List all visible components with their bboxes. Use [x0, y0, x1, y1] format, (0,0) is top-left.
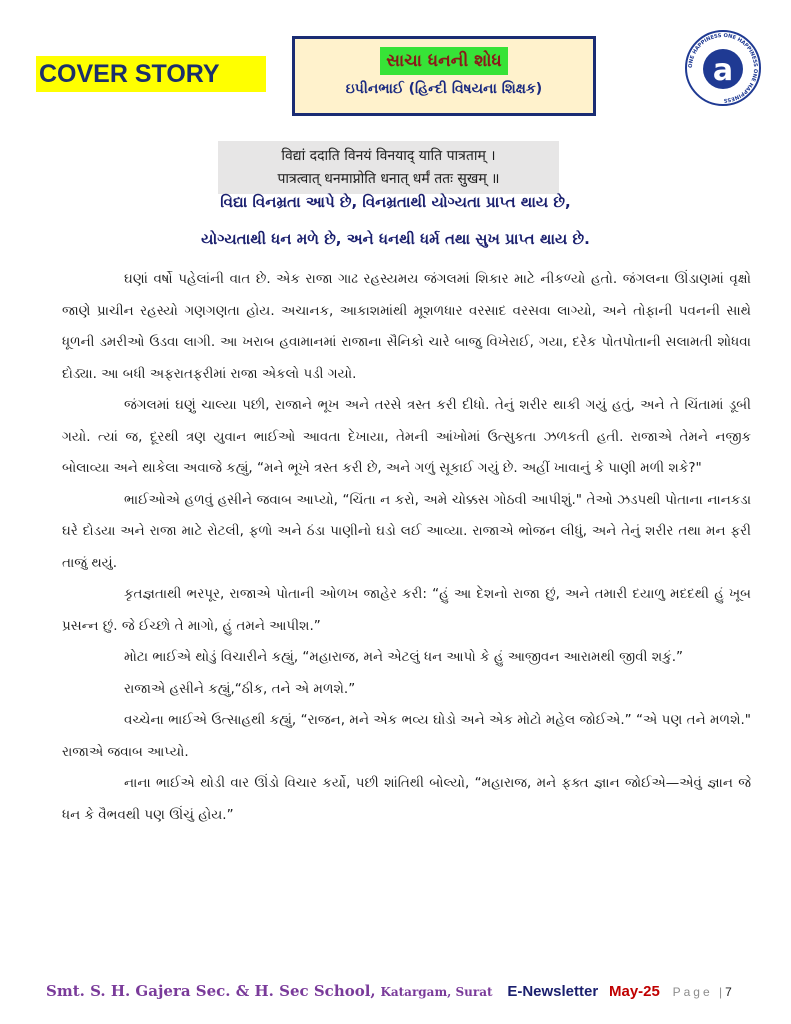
- article-author: ઇપીનભાઈ (હિન્દી વિષયના શિક્ષક): [345, 81, 543, 97]
- paragraph: ઘણાં વર્ષો પહેલાંની વાત છે. એક રાજા ગાઢ રહસ્યમય જંગલમાં શિકાર માટે નીકળ્યો હતો. જંગલના ઊંડાણમાં વૃક્ષો જાણે પ્રાચીન રહસ્યો ગણગણતા હોય. અચાનક, આકાશમાંથી મૂશળધાર વરસાદ વરસવા લાગ્યો, અને તોફાની પવનની સાથે ધૂળની ડમરીઓ ઉડવા લાગી. આ ખરાબ હવામાનમાં રાજાના સૈનિકો ચારે બાજુ વિખેરાઈ, ગયા, દરેક પોતપોતાની સલામતી શોધવા દોડ્યા. આ બધી અફરાતફરીમાં રાજા એકલો પડી ગયો.: [62, 271, 751, 382]
- paragraph: રાજાએ હસીને કહ્યું,“ઠીક, તને એ મળશે.”: [124, 680, 356, 697]
- paragraph: મોટા ભાઈએ થોડું વિચારીને કહ્યું, “મહારાજ, મને એટલું ધન આપો કે હું આજીવન આરામથી જીવી શકું.”: [124, 649, 683, 665]
- footer-issue: May-25: [608, 983, 660, 1000]
- meaning-line-1: વિદ્યા વિનમ્રતા આપે છે, વિનમ્રતાથી યોગ્યતા પ્રાપ્ત થાય છે,: [220, 193, 571, 211]
- paragraph: કૃતજ્ઞતાથી ભરપૂર, રાજાએ પોતાની ઓળખ જાહેર કરી: “હું આ દેશનો રાજા છું, અને તમારી દયાળુ મદદથી હું ખૂબ પ્રસન્ન છું. જે ઈચ્છો તે માગો, હું તમને આપીશ.”: [62, 586, 751, 634]
- logo-ring-text: ONE HAPPINESS ONE HAPPINESS ONE HAPPINESS: [687, 32, 759, 104]
- meaning-line-2: યોગ્યતાથી ધન મળે છે, અને ધનથી ધર્મ તથા સુખ પ્રાપ્ત થાય છે.: [201, 230, 590, 248]
- paragraph: ભાઈઓએ હળવું હસીને જવાબ આપ્યો, “ચિંતા ન કરો, અમે ચોક્કસ ગોઠવી આપીશું." તેઓ ઝડપથી પોતાના નાનકડા ઘરે દોડયા અને રાજા માટે રોટલી, ફળો અને ઠંડા પાણીનો ઘડો લઈ આવ્યા. રાજાએ ભોજન લીધું, અને તેનું શરીર તથા મન ફરી તાજું થયું.: [62, 491, 751, 571]
- paragraph: નાના ભાઈએ થોડી વાર ઊંડો વિચાર કર્યો, પછી શાંતિથી બોલ્યો, “મહારાજ, મને ફક્ત જ્ઞાન જોઈએ—એવું જ્ઞાન જે ધન કે વૈભવથી પણ ઊંચું હોય.”: [62, 775, 751, 823]
- article-body: [62, 264, 751, 831]
- title-box: [292, 36, 596, 116]
- shloka-line-2: पात्रत्वात् धनमाप्नोति धनात् धर्मं ततः सुखम् ॥: [277, 171, 500, 187]
- footer-location: Katargam, Surat: [380, 985, 493, 999]
- one-happiness-logo-icon: [683, 28, 763, 108]
- cover-story-label: COVER STORY: [36, 56, 266, 92]
- footer: [46, 981, 766, 1001]
- paragraph: વચ્ચેના ભાઈએ ઉત્સાહથી કહ્યું, “રાજન, મને એક ભવ્ય ઘોડો અને એક મોટો મહેલ જોઈએ.” “એ પણ તને મળશે." રાજાએ જવાબ આપ્યો.: [62, 712, 751, 760]
- logo-letter: a: [712, 53, 734, 88]
- sanskrit-shloka: [218, 141, 559, 194]
- footer-page-label: Page |: [672, 985, 726, 999]
- shloka-line-1: विद्यां ददाति विनयं विनयाद् याति पात्रताम् ।: [281, 148, 496, 164]
- paragraph: જંગલમાં ઘણું ચાલ્યા પછી, રાજાને ભૂખ અને તરસે ત્રસ્ત કરી દીધો. તેનું શરીર થાકી ગયું હતું, અને તે ચિંતામાં ડૂબી ગયો. ત્યાં જ, દૂરથી ત્રણ યુવાન ભાઈઓ આવતા દેખાયા, તેમની આંખોમાં ઉત્સુકતા ઝળકતી હતી. રાજાએ તેમને નજીક બોલાવ્યા અને થાકેલા અવાજે કહ્યું, “મને ભૂખે ત્રસ્ત કરી છે, અને ગળું સૂકાઈ ગયું છે. અહીં ખાવાનું કે પાણી મળી શકે?": [62, 397, 751, 476]
- footer-page-number: 7: [725, 985, 732, 999]
- article-title: સાચા ધનની શોધ: [380, 47, 508, 75]
- footer-school-name: Smt. S. H. Gajera Sec. & H. Sec School,: [46, 982, 376, 1000]
- footer-enewsletter: E-Newsletter: [507, 983, 599, 1000]
